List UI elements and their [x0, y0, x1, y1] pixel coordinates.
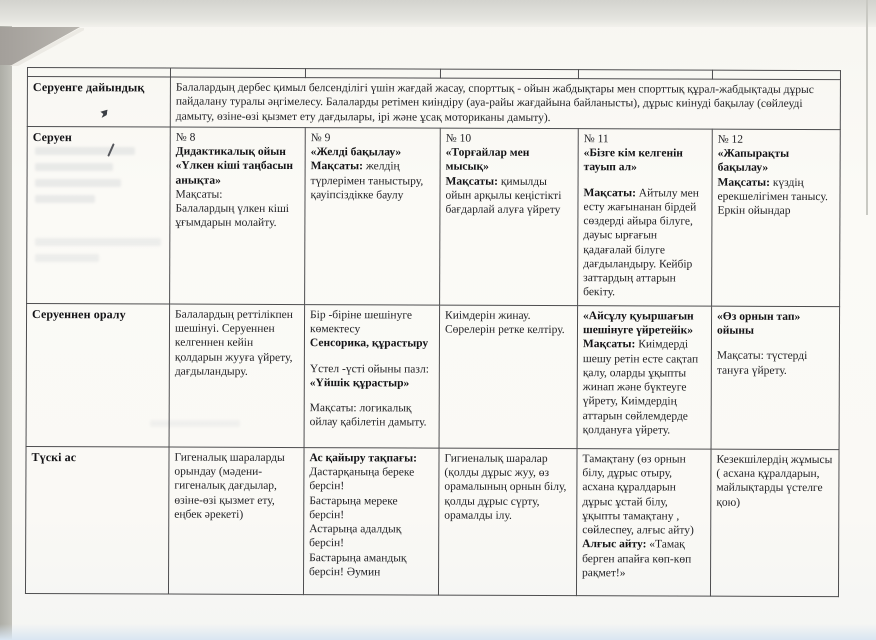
cell-text: № 9	[310, 131, 331, 144]
cell-text: Мақсаты:	[175, 188, 223, 201]
cell-paragraph	[309, 522, 432, 551]
cell-text: Кезекшілердің жұмысы ( асхана құралдарын, майлықтарды үстелге қою)	[716, 453, 833, 509]
cell-text: Еркін ойындар	[717, 204, 791, 217]
table-cell	[712, 129, 841, 306]
merged-content-cell	[170, 77, 840, 129]
cell-paragraph	[717, 204, 833, 219]
cell-paragraph	[310, 376, 433, 391]
cell-text: күздің ерекшелігімен танысу.	[717, 176, 828, 203]
cell-paragraph	[718, 132, 834, 147]
cell-paragraph	[718, 147, 834, 176]
cell-text: Балалардың дербес қимыл белсенділігі үшін жағдай жасау, спорттық - ойын жабдықтары мен спорттық құрал-жабдықтады дұрыс пайдалану туралы әңгімелесу. Балаларды ретімен киіндіру (ауа-райы жағдайына байланысты), дұрыс киінуді бақылау (сөйлеуді дамыту, өзіне-өзі қызмет ету дағдылары, ірі және ұсақ моториканы дамыту).	[175, 81, 814, 124]
cell-text: Бастарыңа амандық берсін! Әумин	[309, 551, 407, 579]
table-cell	[440, 128, 579, 306]
cell-paragraph	[175, 187, 298, 202]
cell-text-bold: «Бізге кім келгенін тауып ал»	[583, 147, 683, 174]
cell-text-bold: «Айсұлу қуыршағын шешінуге үйретейік»	[582, 309, 694, 337]
cell-paragraph	[582, 452, 704, 538]
cell-paragraph	[176, 145, 299, 188]
cell-paragraph	[311, 131, 434, 146]
cell-text: Гигеналық шараларды орындау (мәдени-гигеналық дағдылар, өзіне-өзі қызмет ету, еңбек әрекеті)	[174, 451, 285, 521]
cell-paragraph	[310, 401, 433, 430]
cell-paragraph	[716, 452, 832, 509]
paper-edge	[866, 0, 868, 215]
cell-text: Дастарқаныңа береке берсін!	[309, 466, 415, 493]
cell-paragraph	[446, 131, 572, 146]
row-label-cell: Серуен	[27, 126, 171, 304]
table-cell	[578, 128, 713, 306]
cell-text: қимылды ойын арқылы кеңістікті бағдарлай алуға үйрету	[445, 175, 562, 217]
row-label-cell: Серуеннен оралу	[26, 303, 170, 447]
table-cell	[438, 448, 577, 596]
cell-paragraph	[717, 175, 833, 204]
cell-paragraph	[310, 336, 433, 351]
schedule-table-body	[25, 68, 840, 597]
cell-paragraph	[309, 465, 432, 494]
schedule-table-wrapper	[25, 67, 841, 597]
cell-text-bold: Сенсорика, құрастыру	[309, 337, 429, 350]
cell-text-bold: Ас қайыру тақпағы:	[309, 451, 417, 465]
cell-text-bold: Мақсаты:	[717, 176, 770, 189]
cell-text-bold: Мақсаты:	[583, 186, 636, 199]
cell-text: № 11	[583, 132, 609, 145]
cell-text: № 12	[717, 133, 744, 146]
cell-paragraph	[175, 307, 298, 379]
cell-text: Мақсаты: түстерді тануға үйрету.	[716, 349, 808, 377]
table-cell	[710, 449, 839, 596]
cell-text-bold: Мақсаты:	[310, 160, 364, 173]
cell-text-bold: «Желді бақылау»	[310, 146, 402, 159]
cell-text-bold: «Өз орнын тап» ойыны	[716, 310, 801, 337]
cell-paragraph	[583, 337, 705, 437]
spacer-cell	[712, 70, 840, 79]
cell-paragraph	[176, 81, 834, 126]
schedule-table	[25, 67, 841, 597]
table-row	[27, 126, 841, 306]
cell-text: Гигиеналық шаралар (қолды дұрыс жуу, өз орамалының орнын білу, қолды дұрыс сүрту, орамалды ілу.	[444, 452, 567, 522]
cell-text-bold: «Торғайлар мен мысық»	[445, 146, 530, 174]
scan-background-top	[0, 0, 876, 27]
scan-background-left	[0, 26, 12, 640]
cell-text-bold: Мақсаты:	[582, 338, 636, 351]
cell-text-bold: Мақсаты:	[445, 175, 498, 188]
cell-text: «Тамақ берген апайға көп-көп рақмет!»	[582, 538, 692, 580]
cell-text: Киімдерді шешу ретін есте сақтап қалу, оларды ұқыпты жинап және бүктеуге үйрету, Киімдердің аттарын сөйлемдерде қолдануға үйрету.	[582, 338, 699, 437]
row-label-cell: Түскі ас	[25, 446, 169, 594]
cell-text: Астарыңа адалдық берсін!	[309, 523, 402, 550]
cell-text: Балалардың реттілікпен шешінуі. Серуеннен келгеннен кейін қолдарын жууға үйрету, дағдыландыру.	[174, 308, 293, 378]
cell-text-bold: «Үйшік құрастыр»	[309, 376, 410, 390]
cell-text-bold: Дидактикалық ойын «Үлкен кіші таңбасын анықта»	[175, 145, 294, 187]
cell-paragraph	[310, 159, 433, 202]
cell-text: № 10	[445, 132, 472, 145]
row-label-cell: Серуенге дайындық	[27, 77, 170, 127]
cell-paragraph	[583, 309, 705, 338]
cell-text: Айтылу мен есту жағынанан бірдей сөздерді айыра білуге, дауыс ырғағын қадағалай білуге дағдыландыру. Кейбір заттардың аттарын бекіту.	[583, 186, 699, 299]
scan-background-bottom	[0, 624, 876, 640]
cell-text-bold: Алғыс айту:	[582, 538, 647, 551]
table-cell	[305, 127, 441, 305]
cell-paragraph	[309, 494, 432, 523]
cell-paragraph	[584, 146, 706, 175]
cell-text: Бастарыңа мереке берсін!	[309, 494, 398, 521]
cell-paragraph	[309, 551, 432, 580]
cell-paragraph	[444, 451, 570, 523]
cell-paragraph	[582, 537, 704, 580]
table-cell	[711, 306, 840, 449]
cell-paragraph	[175, 202, 298, 231]
table-row	[27, 77, 840, 130]
cell-paragraph	[717, 349, 833, 378]
cell-paragraph	[311, 145, 434, 160]
table-cell	[170, 127, 306, 305]
cell-paragraph	[445, 174, 571, 217]
cell-paragraph	[310, 308, 433, 337]
cell-text: Үстел -үсті ойыны пазл:	[309, 362, 429, 376]
table-cell	[439, 305, 578, 449]
table-cell	[169, 304, 305, 448]
table-cell	[303, 447, 439, 595]
table-row	[25, 446, 839, 596]
table-cell	[168, 447, 304, 595]
cell-text-bold: «Жапырақты бақылау»	[717, 147, 790, 175]
cell-text: Киімдерін жинау. Сөрелерін ретке келтіру.	[444, 309, 565, 337]
table-cell	[577, 305, 712, 449]
cell-paragraph	[717, 309, 833, 338]
cell-text: Балалардың үлкен кіші ұғымдарын молайту.	[175, 202, 290, 230]
cell-paragraph	[310, 362, 433, 377]
cell-paragraph	[583, 186, 705, 300]
table-cell	[304, 304, 440, 448]
cell-text: желдің түрлерімен таныстыру, қауіпсіздікке баулу	[310, 160, 424, 202]
cell-text: Тамақтану (өз орнын білу, дұрыс отыру, асхана құралдарын дұрыс ұстай білу, ұқыпты тамақтану , сөйлеспеу, алғыс айту)	[582, 452, 694, 537]
table-row	[26, 303, 840, 449]
cell-text: Бір -біріне шешінуге көмектесу	[309, 308, 413, 336]
cell-paragraph	[584, 132, 706, 147]
cell-paragraph	[309, 451, 432, 466]
cell-text: Мақсаты: логикалық ойлау қабілетін дамыту.	[309, 402, 427, 429]
cell-text: № 8	[175, 131, 196, 144]
cell-paragraph	[174, 450, 297, 522]
cell-paragraph	[445, 308, 571, 337]
cell-paragraph	[446, 146, 572, 175]
cell-paragraph	[176, 130, 299, 145]
table-cell	[576, 448, 711, 596]
